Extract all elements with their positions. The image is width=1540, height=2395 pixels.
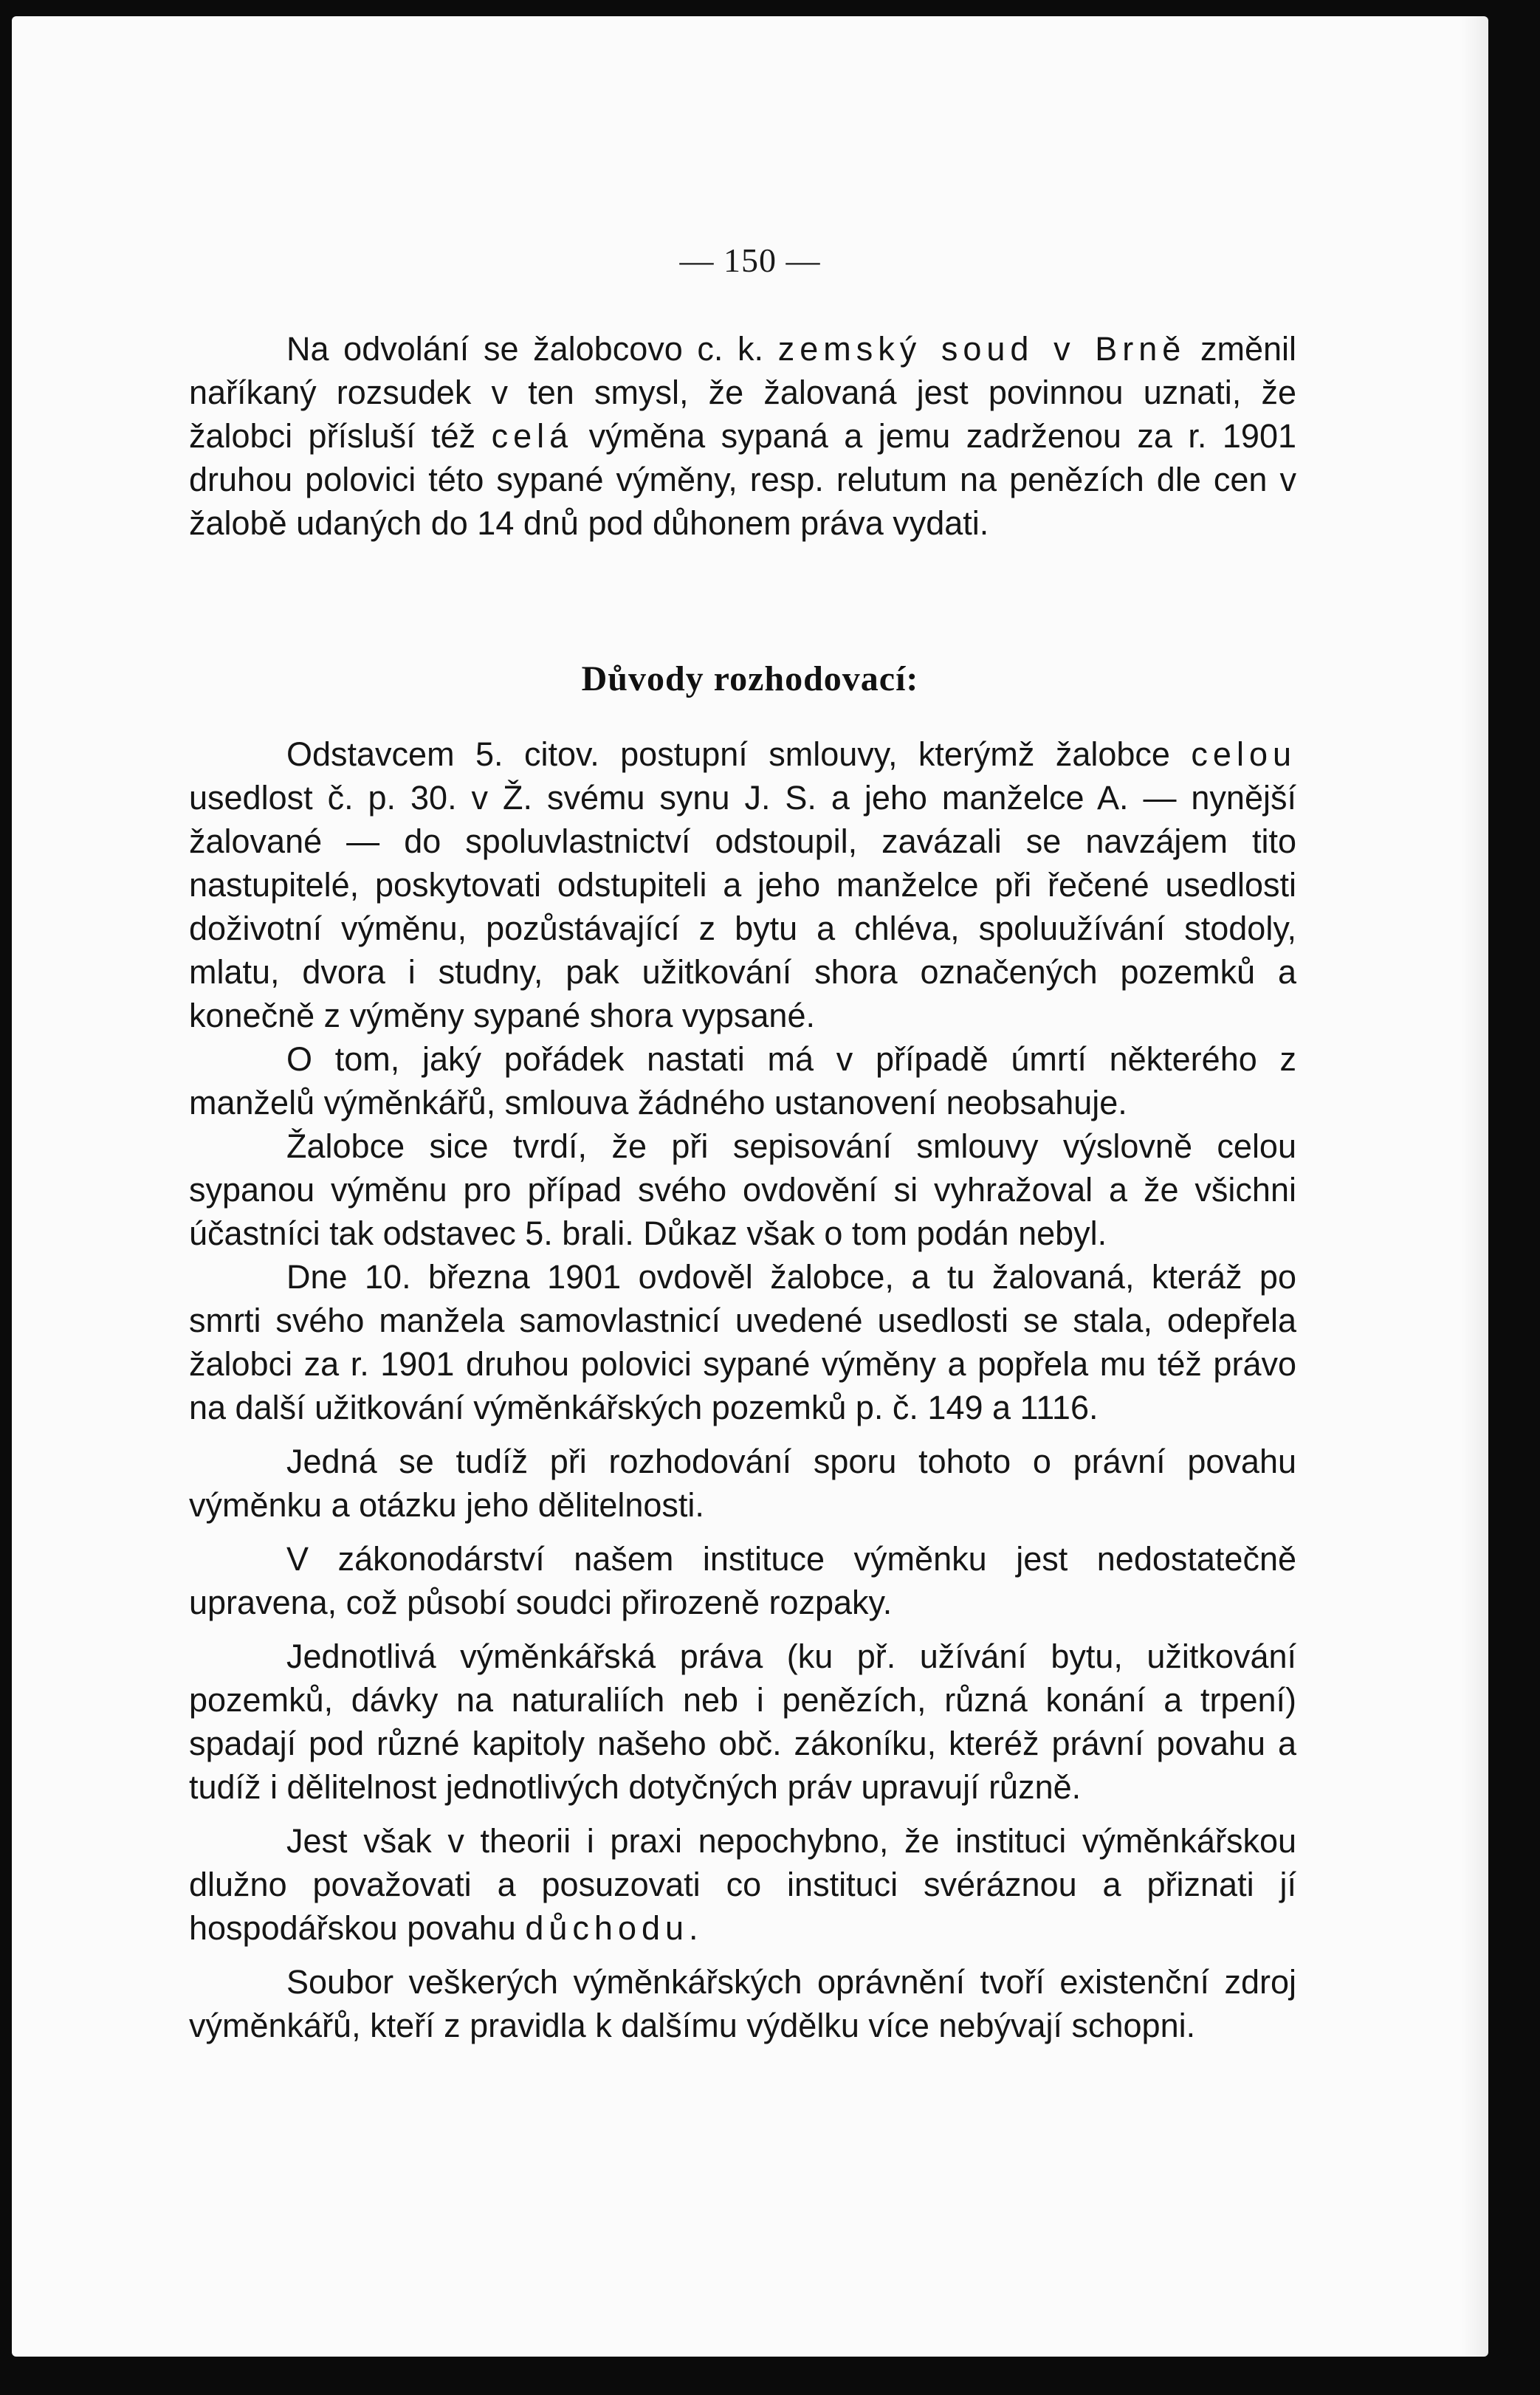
paragraph-1-end: usedlost č. p. 30. v Ž. svému synu J. S. a jeho manželce A. — nynější žalované — do spoluvlastnictví odstoupil, zavázali se navzájem tito nastupitelé, poskytovati odstupiteli a jeho manželce při řečené usedlosti doživotní výměnu, pozůstávající z bytu a chléva, spoluužívání stodoly, mlatu, dvora i studny, pak užitkování shora označených pozemků a konečně z výměny sypané shora vypsané.	[189, 779, 1296, 1034]
paragraph-8-period: .	[689, 1909, 698, 1947]
verdict-emphasis: celá	[491, 417, 574, 455]
page-edge-shadow	[1462, 16, 1488, 2357]
paragraph-1-start: Odstavcem 5. citov. postupní smlouvy, kterýmž žalobce	[286, 735, 1170, 773]
paragraph-1	[189, 732, 1296, 1037]
paragraph-8-emphasis: důchodu	[525, 1909, 690, 1947]
paragraph-4: Dne 10. března 1901 ovdověl žalobce, a tu žalovaná, kteráž po smrti svého manžela samovlastnicí uvedené usedlosti se stala, odepřela žalobci za r. 1901 druhou polovici sypané výměny a popřela mu též právo na další užitkování výměnkářských pozemků p. č. 149 a 1116.	[189, 1258, 1296, 1426]
paragraph-8-text: Jest však v theorii i praxi nepochybno, že instituci výměnkářskou dlužno považovati a posuzovati co instituci svéráznou a přiznati jí hospodářskou povahu	[189, 1822, 1296, 1947]
paragraph-5: Jedná se tudíž při rozhodování sporu tohoto o právní povahu výměnku a otázku jeho dělitelnosti.	[189, 1443, 1296, 1524]
verdict-block	[189, 327, 1296, 545]
verdict-text-end: výměna sypaná a jemu zadrženou za r. 1901 druhou polovici této sypané výměny, resp. relutum na penězích dle cen v žalobě udaných do 14 dnů pod důhonem práva vydati.	[189, 417, 1296, 542]
paragraph-3: Žalobce sice tvrdí, že při sepisování smlouvy výslovně celou sypanou výměnu pro případ svého ovdovění si vyhražoval a že všichni účastníci tak odstavec 5. brali. Důkaz však o tom podán nebyl.	[189, 1127, 1296, 1252]
page-number: — 150 —	[679, 241, 821, 279]
verdict-text-middle: změnil naříkaný rozsudek v ten smysl, že žalovaná jest povinnou uznati, že žalobci přísluší též	[189, 330, 1296, 455]
paragraph-8	[189, 1819, 1296, 1950]
paragraph-1-emphasis: celou	[1191, 735, 1296, 773]
paragraph-2: O tom, jaký pořádek nastati má v případě úmrtí některého z manželů výměnkářů, smlouva žádného ustanovení neobsahuje.	[189, 1040, 1296, 1121]
paragraph-9: Soubor veškerých výměnkářských oprávnění tvoří existenční zdroj výměnkářů, kteří z pravidla k dalšímu výdělku více nebývají schopni.	[189, 1963, 1296, 2044]
verdict-text-start: Na odvolání se žalobcovo c. k.	[286, 330, 764, 368]
verdict-paragraph	[189, 327, 1296, 545]
reasons-body	[189, 732, 1296, 2047]
scanned-page	[12, 16, 1488, 2357]
paragraph-7: Jednotlivá výměnkářská práva (ku př. užívání bytu, užitkování pozemků, dávky na naturaliích neb i penězích, různá konání a trpení) spadají pod různé kapitoly našeho obč. zákoníku, kteréž právní povahu a tudíž i dělitelnost jednotlivých dotyčných práv upravují různě.	[189, 1638, 1296, 1806]
section-heading: Důvody rozhodovací:	[581, 659, 919, 698]
court-name: zemský soud v Brně	[777, 330, 1186, 368]
paragraph-6: V zákonodárství našem instituce výměnku jest nedostatečně upravena, což působí soudci přirozeně rozpaky.	[189, 1540, 1296, 1621]
